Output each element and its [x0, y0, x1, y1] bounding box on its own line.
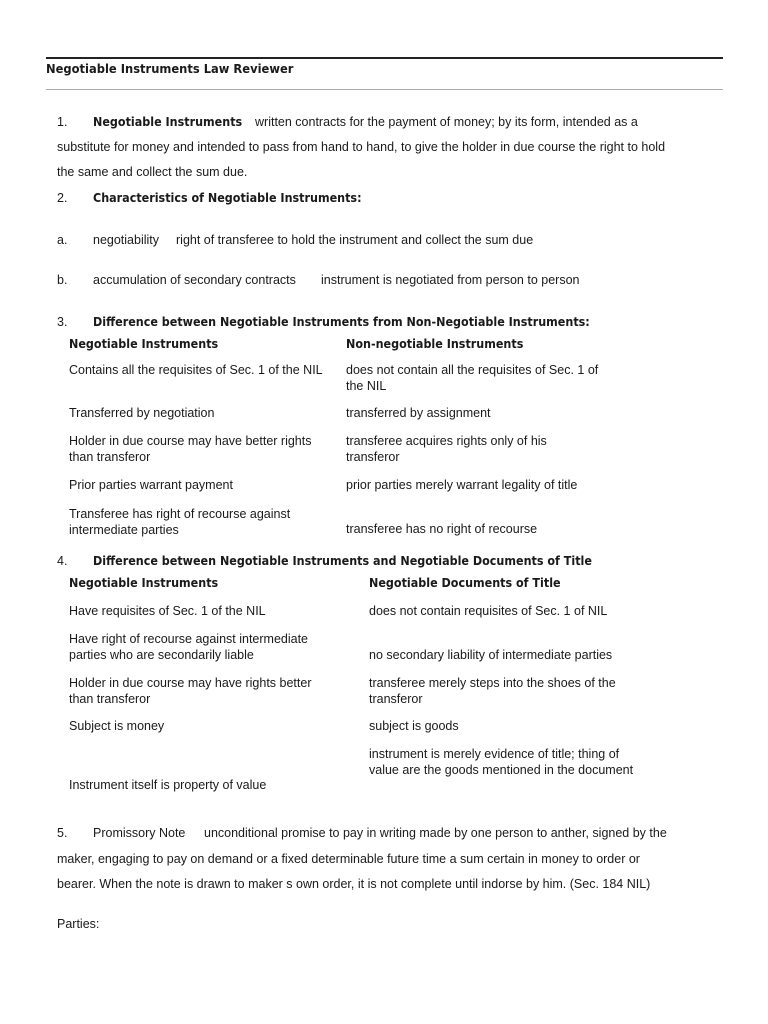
- header-bottom-rule: [46, 89, 723, 90]
- item5-line-2: maker, engaging to pay on demand or a fixed determinable future time a sum certain in money to order or: [57, 852, 640, 866]
- item1-number: 1.: [57, 115, 68, 129]
- item4-row3-col2: transferee merely steps into the shoes of the transferor: [369, 676, 616, 706]
- item2b-letter: b.: [57, 273, 68, 287]
- item4-row3-col1: Holder in due course may have rights better than transferor: [69, 676, 312, 706]
- document-title: Negotiable Instruments Law Reviewer: [46, 61, 294, 76]
- parties-label: Parties:: [57, 917, 100, 931]
- item3-row4-col1: Prior parties warrant payment: [69, 478, 233, 492]
- item4-column-header-1: Negotiable Instruments: [69, 576, 219, 590]
- item4-heading: Difference between Negotiable Instruments and Negotiable Documents of Title: [93, 554, 592, 568]
- item4-row1-col1: Have requisites of Sec. 1 of the NIL: [69, 604, 266, 618]
- item4-row5-col1: Instrument itself is property of value: [69, 778, 267, 792]
- item3-row2-col1: Transferred by negotiation: [69, 406, 215, 420]
- item3-row3-col1: Holder in due course may have better rights than transferor: [69, 434, 312, 464]
- item2a-term: negotiability: [93, 233, 160, 247]
- item3-heading: Difference between Negotiable Instruments from Non-Negotiable Instruments:: [93, 315, 590, 329]
- item3-row5-col1: Transferee has right of recourse against intermediate parties: [69, 507, 291, 537]
- item3-column-header-2: Non-negotiable Instruments: [346, 337, 524, 351]
- item2a-definition: right of transferee to hold the instrument and collect the sum due: [176, 233, 534, 247]
- item2b-definition: instrument is negotiated from person to person: [321, 273, 580, 287]
- item2a-letter: a.: [57, 233, 68, 247]
- item4-row1-col2: does not contain requisites of Sec. 1 of NIL: [369, 604, 608, 618]
- item4-column-header-2: Negotiable Documents of Title: [369, 576, 561, 590]
- item3-column-header-1: Negotiable Instruments: [69, 337, 219, 351]
- item3-row1-col1: Contains all the requisites of Sec. 1 of the NIL: [69, 363, 323, 377]
- item5-definition: unconditional promise to pay in writing made by one person to anther, signed by the: [204, 826, 667, 840]
- item1-line-2: substitute for money and intended to pass from hand to hand, to give the holder in due course the right to hold: [57, 140, 666, 154]
- item2-heading: Characteristics of Negotiable Instruments:: [93, 191, 362, 205]
- item4-row2-col1: Have right of recourse against intermediate parties who are secondarily liable: [69, 632, 309, 662]
- item4-row2-col2: no secondary liability of intermediate parties: [369, 648, 613, 662]
- item4-row4-col1: Subject is money: [69, 719, 165, 733]
- header-top-rule: [46, 57, 723, 59]
- item3-row3-col2: transferee acquires rights only of his transferor: [346, 434, 547, 464]
- item3-row4-col2: prior parties merely warrant legality of title: [346, 478, 578, 492]
- item4-row5-col2: instrument is merely evidence of title; thing of value are the goods mentioned in the document: [369, 747, 634, 777]
- item3-number: 3.: [57, 315, 68, 329]
- item5-number: 5.: [57, 826, 68, 840]
- item3-row5-col2: transferee has no right of recourse: [346, 522, 538, 536]
- item4-row4-col2: subject is goods: [369, 719, 459, 733]
- item5-term: Promissory Note: [93, 826, 186, 840]
- item1-term: Negotiable Instruments: [93, 115, 243, 129]
- item2b-term: accumulation of secondary contracts: [93, 273, 296, 287]
- item3-row2-col2: transferred by assignment: [346, 406, 491, 420]
- item4-number: 4.: [57, 554, 68, 568]
- item1-definition: written contracts for the payment of money; by its form, intended as a: [255, 115, 638, 129]
- item2-number: 2.: [57, 191, 68, 205]
- item5-line-3: bearer. When the note is drawn to maker s own order, it is not complete until indorse by him. (Sec. 184 NIL): [57, 877, 651, 891]
- item3-row1-col2: does not contain all the requisites of Sec. 1 of the NIL: [346, 363, 599, 393]
- item1-line-3: the same and collect the sum due.: [57, 165, 248, 179]
